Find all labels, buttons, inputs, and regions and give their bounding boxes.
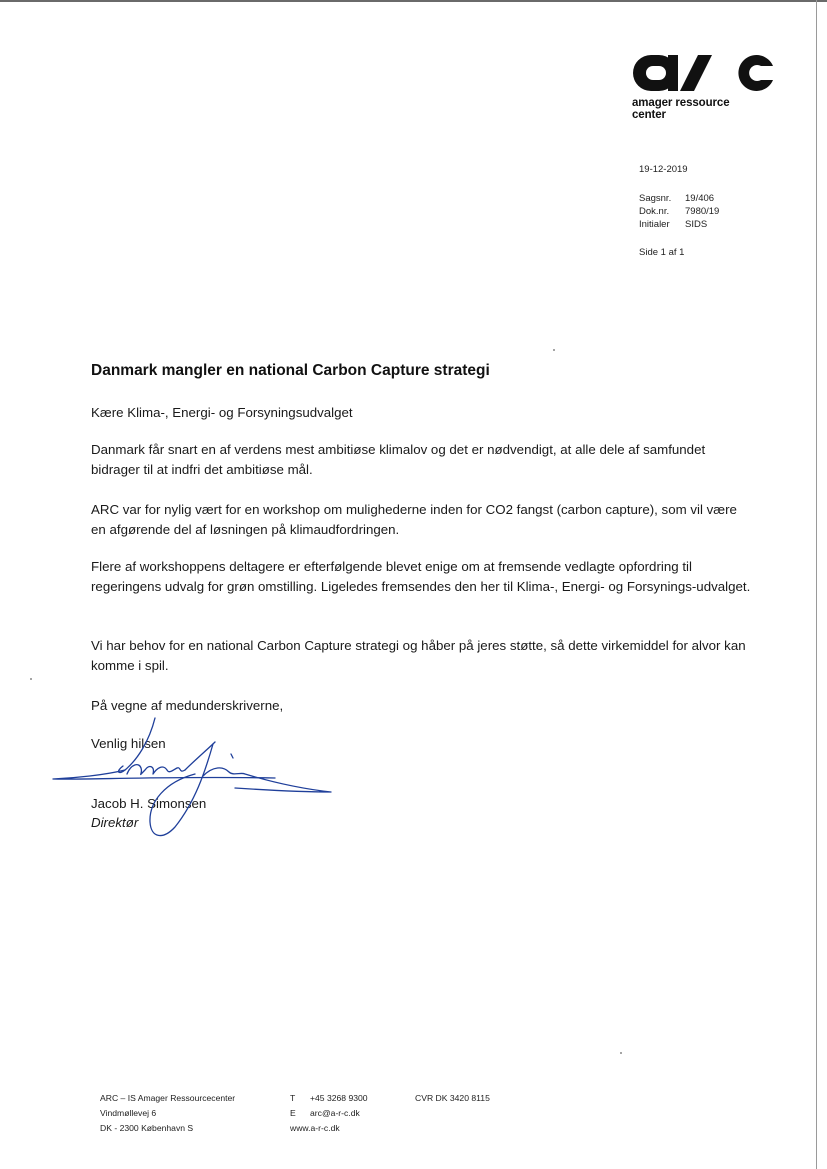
footer-street: Vindmøllevej 6	[100, 1108, 157, 1118]
footer-email-label: E	[290, 1108, 296, 1118]
scan-speck	[30, 678, 32, 680]
footer-contact	[290, 1091, 368, 1136]
page-number: Side 1 af 1	[639, 247, 685, 258]
footer-email: arc@a-r-c.dk	[310, 1108, 360, 1118]
footer-address	[100, 1091, 235, 1136]
signer-title: Direktør	[91, 815, 139, 830]
scan-edge-right	[816, 0, 817, 1169]
letter-paragraph-4: Vi har behov for en national Carbon Capture strategi og håber på jeres støtte, så dette virkemiddel for alvor kan komme i spil.	[91, 638, 746, 673]
footer-company: ARC – IS Amager Ressourcecenter	[100, 1093, 236, 1103]
scan-edge-top	[0, 0, 827, 2]
on-behalf-line: På vegne af medunderskriverne,	[91, 698, 284, 713]
letter-date: 19-12-2019	[639, 164, 688, 175]
footer-email-row	[290, 1106, 368, 1121]
case-number-value: 19/406	[685, 193, 715, 204]
scan-speck	[620, 1052, 622, 1054]
case-number-row	[639, 192, 719, 205]
footer-city: DK - 2300 København S	[100, 1123, 194, 1133]
reference-block	[639, 192, 719, 231]
document-number-row	[639, 205, 719, 218]
scan-speck	[553, 349, 555, 351]
signer-name: Jacob H. Simonsen	[91, 796, 207, 811]
footer-cvr: CVR DK 3420 8115	[415, 1093, 490, 1103]
initials-value: SIDS	[685, 219, 708, 230]
letter-paragraph-3: Flere af workshoppens deltagere er efterfølgende blevet enige om at fremsende vedlagte opfordring til regeringens udvalg for grøn omstilling. Ligeledes fremsendes den her til Klima-, Energi- og Forsynings-udvalget.	[91, 559, 751, 594]
case-number-label: Sagsnr.	[639, 193, 672, 204]
closing-line: Venlig hilsen	[91, 736, 166, 751]
document-number-value: 7980/19	[685, 206, 720, 217]
letter-subject: Danmark mangler en national Carbon Capture strategi	[91, 362, 490, 379]
footer-phone-label: T	[290, 1093, 296, 1103]
arc-logo	[632, 52, 782, 121]
footer-website: www.a-r-c.dk	[290, 1123, 340, 1133]
initials-label: Initialer	[639, 219, 670, 230]
logo-line-1: amager ressource	[632, 97, 730, 109]
footer-phone-row	[290, 1091, 368, 1106]
letter-paragraph-1: Danmark får snart en af verdens mest ambitiøse klimalov og det er nødvendigt, at alle dele af samfundet bidrager til at indfri det ambitiøse mål.	[91, 442, 706, 477]
footer-phone: +45 3268 9300	[310, 1093, 368, 1103]
arc-logo-mark	[632, 52, 774, 94]
letter-greeting: Kære Klima-, Energi- og Forsyningsudvalget	[91, 405, 353, 420]
document-number-label: Dok.nr.	[639, 206, 670, 217]
initials-row	[639, 218, 719, 231]
logo-caption	[632, 97, 782, 121]
logo-line-2: center	[632, 109, 666, 121]
letter-paragraph-2: ARC var for nylig vært for en workshop om mulighederne inden for CO2 fangst (carbon capture), som vil være en afgørende del af løsningen på klimaudfordringen.	[91, 502, 737, 537]
